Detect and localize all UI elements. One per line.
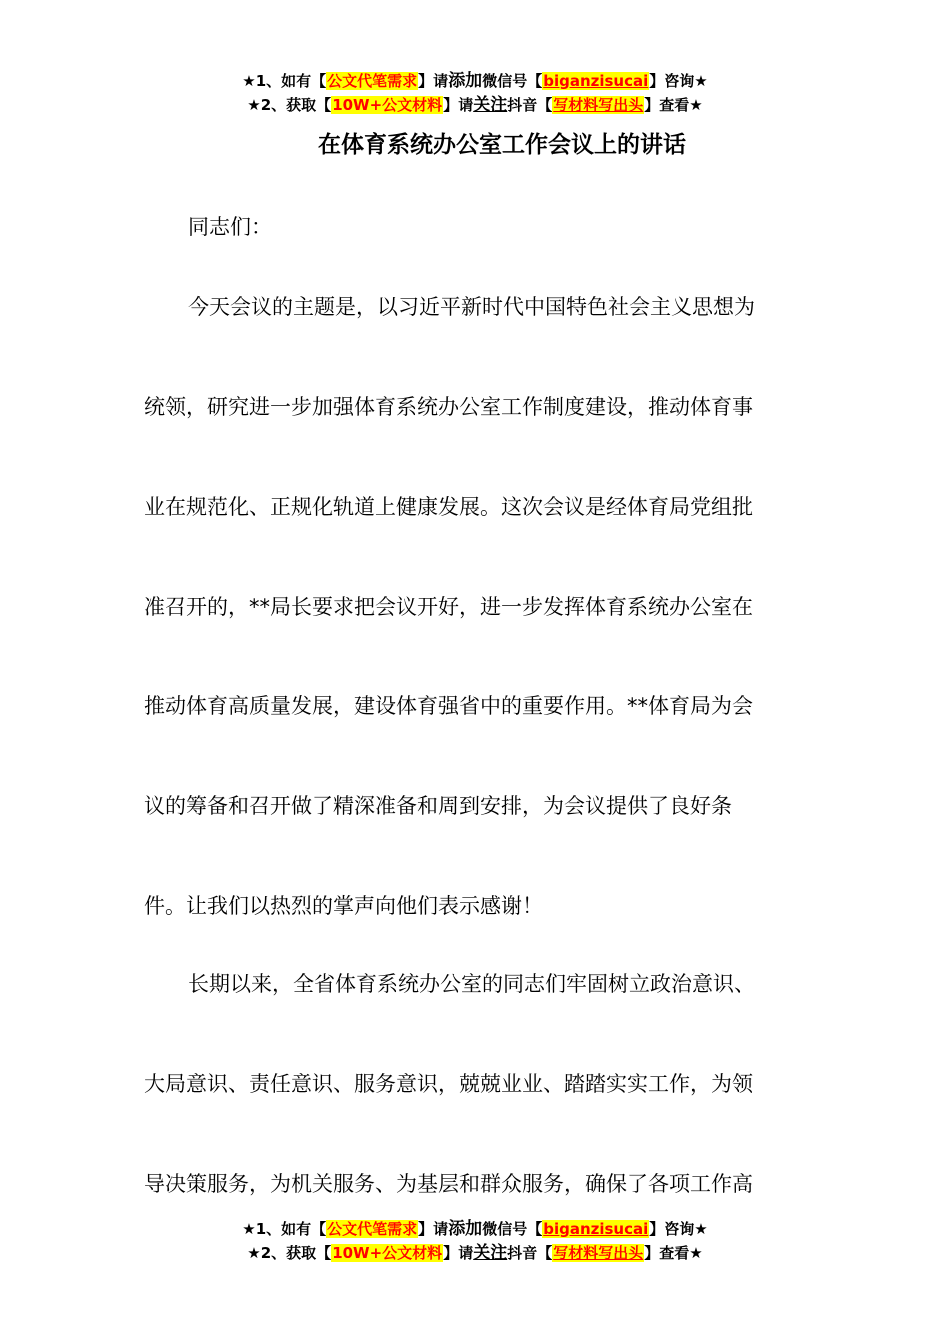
promo-emphasis: 添加 [448, 1219, 483, 1239]
promo-highlight: 10W+公文材料 [332, 1244, 443, 1262]
promo-text: 微信号【 [482, 1220, 543, 1238]
promo-text: 】查看★ [644, 1244, 703, 1262]
promo-text: 】请 [418, 72, 449, 90]
document-title: 在体育系统办公室工作会议上的讲话 [318, 132, 686, 158]
promo-douyin-id: 写材料写出头 [553, 96, 644, 114]
body-line: 统领，研究进一步加强体育系统办公室工作制度建设，推动体育事 [144, 395, 753, 419]
body-line: 推动体育高质量发展，建设体育强省中的重要作用。**体育局为会 [144, 694, 753, 718]
promo-emphasis: 关注 [473, 1243, 508, 1263]
promo-text: 】请 [443, 96, 474, 114]
promo-text: 微信号【 [482, 72, 543, 90]
promo-text: ★2、获取【 [247, 1244, 332, 1262]
promo-line-2 [0, 93, 950, 117]
promo-line-1 [0, 1217, 950, 1241]
promo-text: ★2、获取【 [247, 96, 332, 114]
promo-banner-bottom [0, 1217, 950, 1265]
body-line: 议的筹备和召开做了精深准备和周到安排，为会议提供了良好条 [144, 794, 732, 818]
promo-line-2 [0, 1241, 950, 1265]
promo-douyin-id: 写材料写出头 [553, 1244, 644, 1262]
promo-emphasis: 关注 [473, 95, 508, 115]
salutation: 同志们： [188, 215, 272, 239]
promo-text: ★1、如有【 [242, 1220, 327, 1238]
promo-wechat-id: biganzisucai [543, 1220, 649, 1238]
promo-highlight: 公文代笔需求 [327, 1220, 418, 1238]
body-line: 准召开的，**局长要求把会议开好，进一步发挥体育系统办公室在 [144, 595, 753, 619]
promo-highlight: 10W+公文材料 [332, 96, 443, 114]
promo-line-1 [0, 69, 950, 93]
promo-text: 】请 [443, 1244, 474, 1262]
promo-highlight: 公文代笔需求 [327, 72, 418, 90]
promo-banner-top [0, 69, 950, 117]
body-line: 长期以来，全省体育系统办公室的同志们牢固树立政治意识、 [188, 972, 755, 996]
promo-emphasis: 添加 [448, 71, 483, 91]
promo-text: 】查看★ [644, 96, 703, 114]
body-line: 件。让我们以热烈的掌声向他们表示感谢！ [144, 894, 543, 918]
promo-text: ★1、如有【 [242, 72, 327, 90]
body-line: 业在规范化、正规化轨道上健康发展。这次会议是经体育局党组批 [144, 495, 753, 519]
body-line: 导决策服务，为机关服务、为基层和群众服务，确保了各项工作高 [144, 1172, 753, 1196]
body-line: 大局意识、责任意识、服务意识，兢兢业业、踏踏实实工作，为领 [144, 1072, 753, 1096]
promo-text: 抖音【 [507, 1244, 553, 1262]
promo-text: 】请 [418, 1220, 449, 1238]
promo-text: 】咨询★ [649, 1220, 708, 1238]
promo-text: 抖音【 [507, 96, 553, 114]
body-line: 今天会议的主题是，以习近平新时代中国特色社会主义思想为 [188, 295, 755, 319]
promo-wechat-id: biganzisucai [543, 72, 649, 90]
promo-text: 】咨询★ [649, 72, 708, 90]
